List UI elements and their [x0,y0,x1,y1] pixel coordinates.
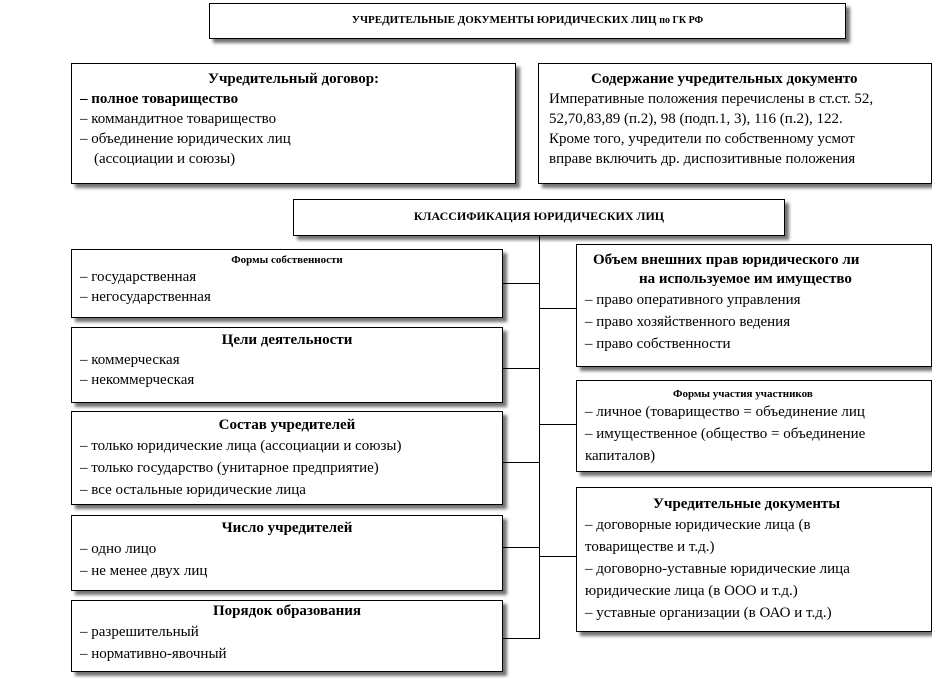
list-item: – имущественное (общество = объединение [585,426,866,442]
list-item: – уставные организации (в ОАО и т.д.) [585,605,832,621]
text-line: Кроме того, учредители по собственному усмот [549,131,855,147]
trunk-line [539,235,540,639]
list-item: – полное товарищество [80,91,239,107]
connector-documents [539,556,576,557]
connector-number [503,547,540,548]
formation-order-title: Порядок образования [212,603,361,619]
list-item: – право оперативного управления [585,292,801,308]
list-item: – одно лицо [80,541,157,557]
property-rights-title-1: Объем внешних прав юридического ли [593,252,860,268]
connector-formation [503,638,540,639]
participation-forms-title: Формы участия участников [673,388,813,400]
list-item: – некоммерческая [80,372,195,388]
list-item: товариществе и т.д.) [585,539,715,555]
text-line: вправе включить др. диспозитивные положения [549,151,856,167]
list-item: – право хозяйственного ведения [585,314,791,330]
connector-participation [539,424,576,425]
list-item: – договорно-уставные юридические лица [585,561,850,577]
ownership-forms-title: Формы собственности [231,254,343,266]
participation-forms-box [576,380,932,472]
ownership-forms-box [71,249,503,318]
documents-content-title: Содержание учредительных документо [591,71,858,87]
classification-title: КЛАССИФИКАЦИЯ ЮРИДИЧЕСКИХ ЛИЦ [413,209,665,223]
constituent-documents-box [576,487,932,632]
founding-agreement-box [71,63,516,184]
header-title-suffix: по ГК РФ [659,15,704,26]
founders-composition-box [71,411,503,505]
activity-goals-title: Цели деятельности [221,332,353,348]
property-rights-title-2: на используемое им имущество [639,271,852,287]
header-title-main: УЧРЕДИТЕЛЬНЫЕ ДОКУМЕНТЫ ЮРИДИЧЕСКИХ ЛИЦ [351,14,657,26]
header-title [210,4,845,37]
list-item: – объединение юридических лиц [80,131,291,147]
list-item: – все остальные юридические лица [80,482,306,498]
list-item: юридические лица (в ООО и т.д.) [585,583,798,599]
list-item: – договорные юридические лица (в [585,517,811,533]
founders-number-box [71,515,503,591]
connector-ownership [503,283,540,284]
list-item: – право собственности [585,336,731,352]
list-item: – нормативно-явочный [80,646,227,662]
list-item: – коммерческая [80,352,180,368]
list-item: – негосударственная [80,289,211,305]
founding-agreement-title: Учредительный договор: [207,71,380,87]
constituent-documents-title: Учредительные документы [653,496,841,512]
list-item: – государственная [80,269,197,285]
list-item: – только государство (унитарное предприятие) [80,460,379,476]
classification-box [293,199,785,236]
list-item: – только юридические лица (ассоциации и союзы) [80,438,402,454]
formation-order-box [71,600,503,672]
connector-goals [503,368,540,369]
connector-composition [503,462,540,463]
connector-rights [539,308,576,309]
founders-composition-title: Состав учредителей [218,417,356,433]
text-line: Императивные положения перечислены в ст.ст. 52, [549,91,874,107]
list-item: (ассоциации и союзы) [94,151,236,167]
list-item: – коммандитное товарищество [80,111,277,127]
list-item: – разрешительный [80,624,199,640]
activity-goals-box [71,327,503,403]
list-item: – личное (товарищество = объединение лиц [585,404,865,420]
documents-content-box [538,63,932,184]
property-rights-box [576,244,932,367]
list-item: капиталов) [585,448,656,464]
header-box [209,3,846,39]
founders-number-title: Число учредителей [221,520,353,536]
text-line: 52,70,83,89 (п.2), 98 (подп.1, 3), 116 (п.2), 122. [549,111,843,127]
list-item: – не менее двух лиц [80,563,208,579]
